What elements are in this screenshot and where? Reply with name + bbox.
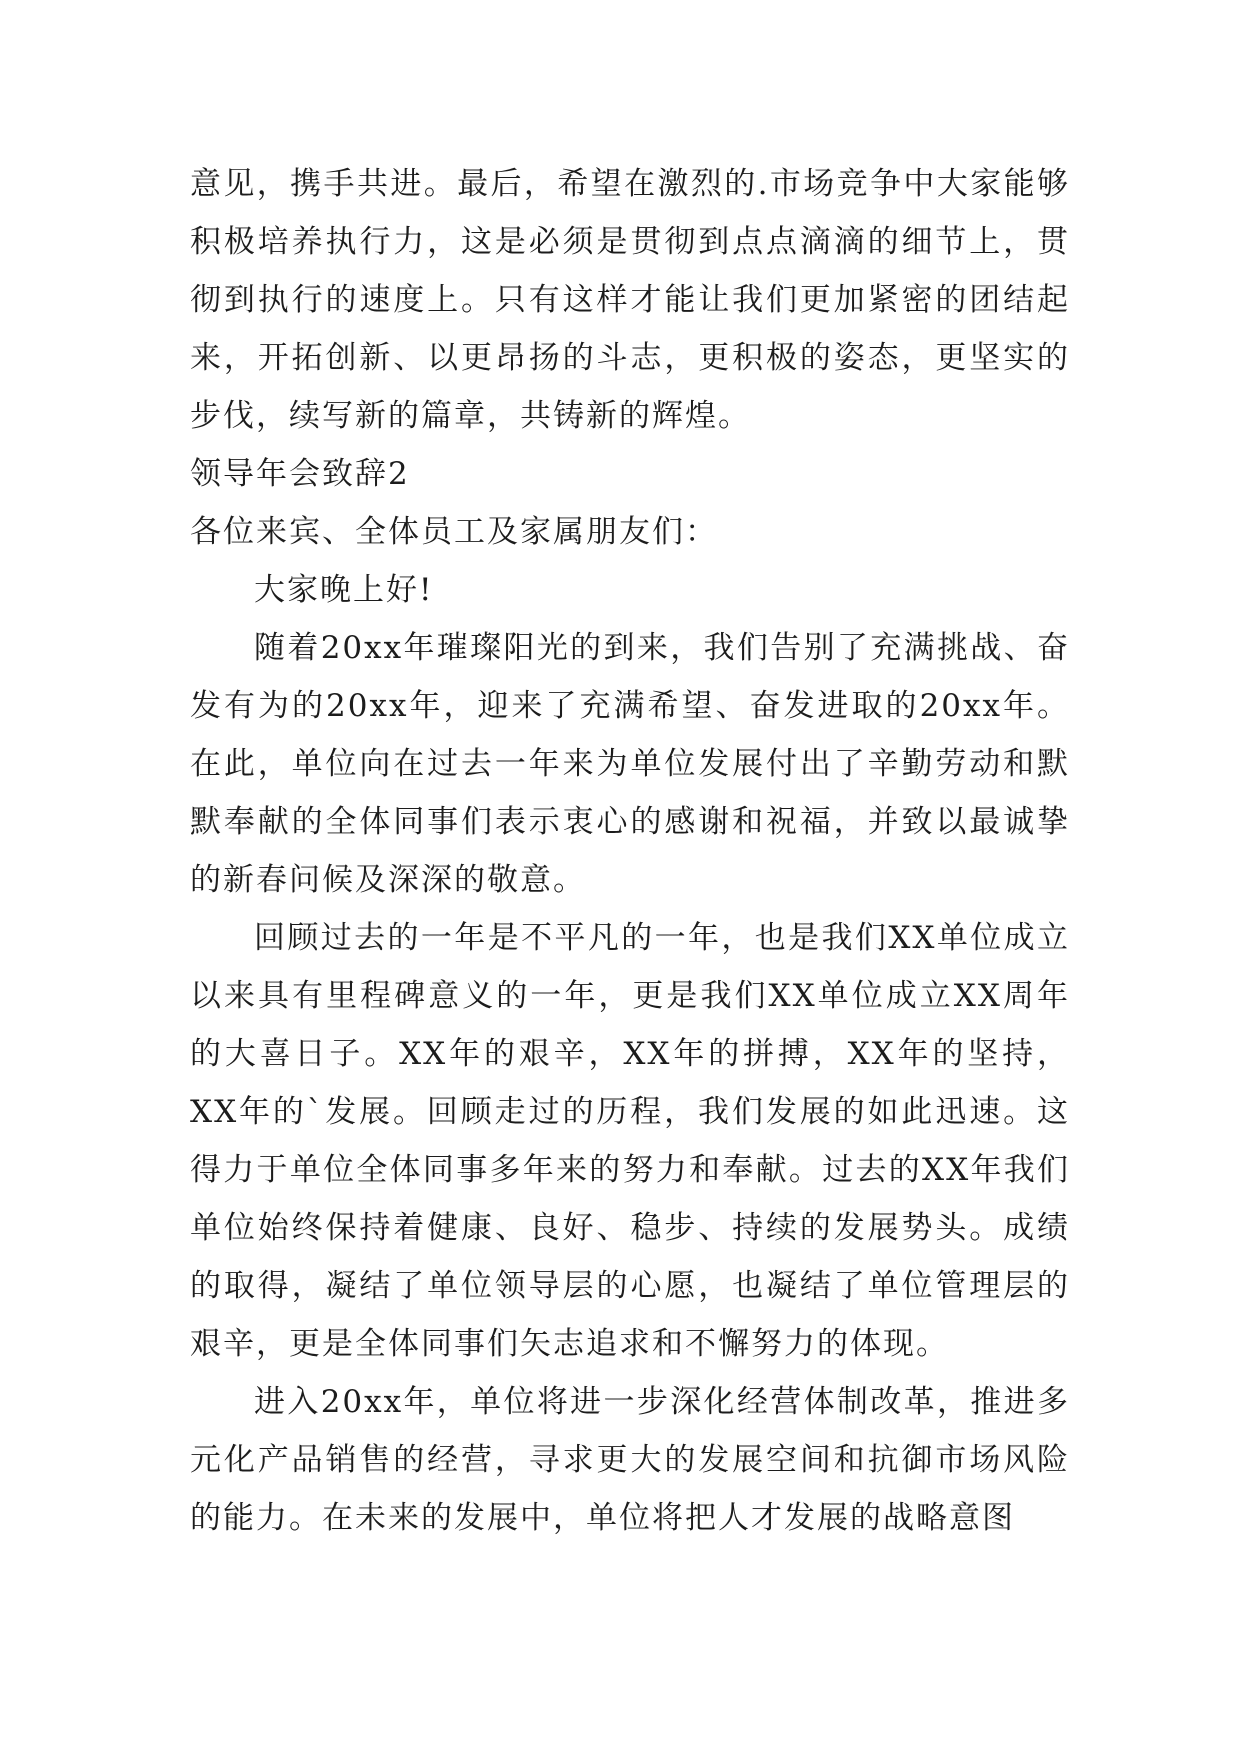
paragraph-outlook: 进入20xx年，单位将进一步深化经营体制改革，推进多元化产品销售的经营，寻求更大的发展空间和抗御市场风险的能力。在未来的发展中，单位将把人才发展的战略意图	[190, 1384, 1070, 1536]
paragraph-review: 回顾过去的一年是不平凡的一年，也是我们XX单位成立以来具有里程碑意义的一年，更是我们XX单位成立XX周年的大喜日子。XX年的艰辛，XX年的拼搏，XX年的坚持，XX年的`发展。回顾走过的历程，我们发展的如此迅速。这得力于单位全体同事多年来的努力和奉献。过去的XX年我们单位始终保持着健康、良好、稳步、持续的发展势头。成绩的取得，凝结了单位领导层的心愿，也凝结了单位管理层的艰辛，更是全体同事们矢志追求和不懈努力的体现。	[190, 920, 1070, 1362]
greeting: 大家晚上好!	[254, 572, 434, 608]
paragraph-closing-remarks: 意见，携手共进。最后，希望在激烈的.市场竞争中大家能够积极培养执行力，这是必须是贯彻到点点滴滴的细节上，贯彻到执行的速度上。只有这样才能让我们更加紧密的团结起来，开拓创新、以更昂扬的斗志，更积极的姿态，更坚实的步伐，续写新的篇章，共铸新的辉煌。	[190, 166, 1070, 434]
paragraph-new-year: 随着20xx年璀璨阳光的到来，我们告别了充满挑战、奋发有为的20xx年，迎来了充满希望、奋发进取的20xx年。在此，单位向在过去一年来为单位发展付出了辛勤劳动和默默奉献的全体同事们表示衷心的感谢和祝福，并致以最诚挚的新春问候及深深的敬意。	[190, 630, 1070, 898]
salutation: 各位来宾、全体员工及家属朋友们：	[190, 514, 718, 550]
section-heading: 领导年会致辞2	[190, 456, 410, 492]
document-body	[190, 155, 1070, 1547]
